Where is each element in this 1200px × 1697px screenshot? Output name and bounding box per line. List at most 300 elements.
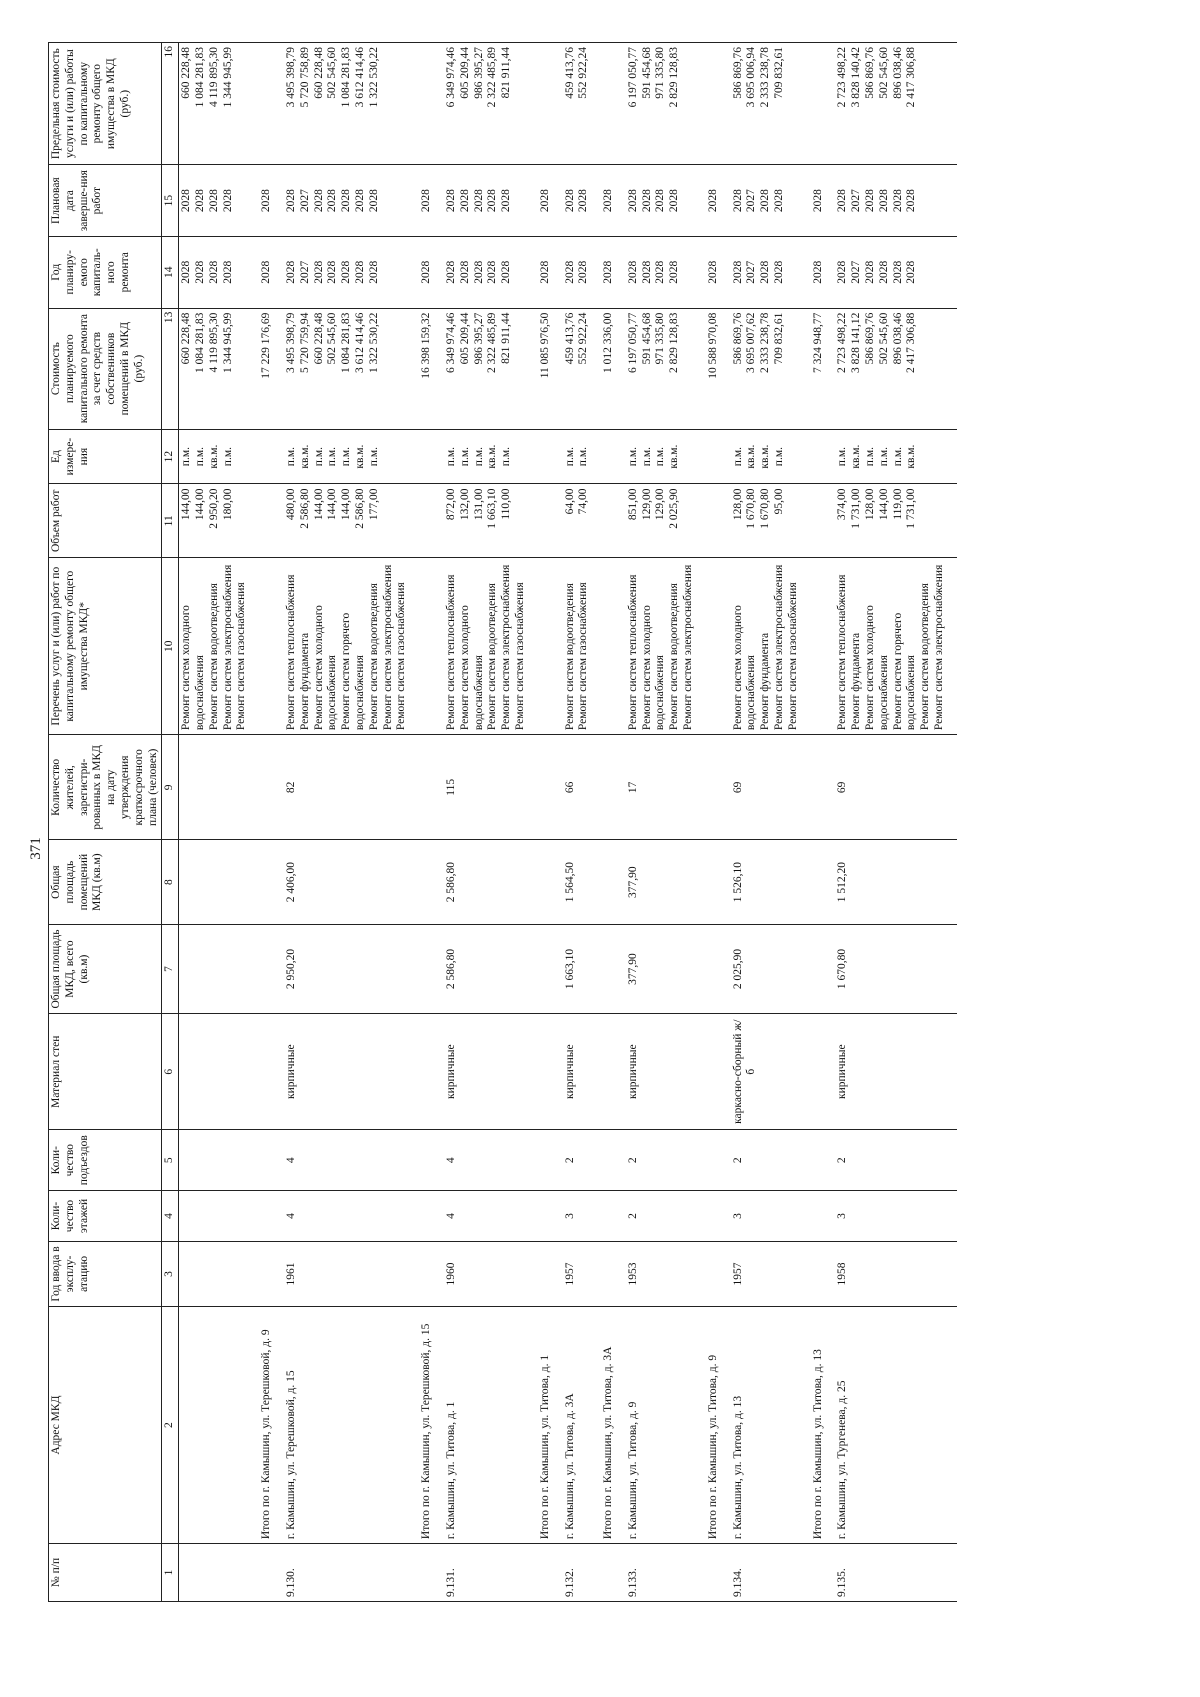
row-area-rooms: 2 406,00: [284, 840, 419, 924]
work-cost-cell: [284, 308, 419, 429]
row-floors: 4: [444, 1191, 538, 1242]
work-volume-cell: [626, 484, 706, 558]
row-entrances: 2: [835, 1130, 956, 1191]
row-number: [538, 1544, 563, 1602]
work-cost: 6 197 050,77: [626, 312, 639, 373]
row-material: [259, 1014, 284, 1130]
row-year: [538, 1241, 563, 1306]
row-residents: 115: [444, 735, 538, 840]
work-unit-cell: [731, 429, 811, 484]
work-volume: 129,00: [654, 488, 667, 521]
work-limit-cell: [835, 43, 956, 165]
col-number: 6: [162, 1014, 179, 1130]
row-floors: 3: [835, 1191, 956, 1242]
row-material: кирпичные: [444, 1014, 538, 1130]
table-row: [419, 43, 444, 1602]
row-floors: 3: [563, 1191, 602, 1242]
work-limit: 2 417 306,88: [905, 47, 918, 108]
work-year: 2028: [668, 260, 681, 284]
work-name: Ремонт систем горячего водоснабжения: [891, 612, 918, 731]
row-area-total: 2 950,20: [284, 924, 419, 1014]
work-cost-cell: [179, 308, 259, 429]
header-works: Перечень услуг и (или) работ по капитальному ремонту общего имущества МКД*: [49, 558, 162, 735]
work-name-cell: [563, 558, 602, 735]
row-address: г. Камышин, ул. Титова, д. 13: [731, 1307, 811, 1544]
work-end-date: 2028: [420, 189, 433, 213]
row-year: 1957: [563, 1241, 602, 1306]
work-limit: 6 349 974,46: [444, 47, 457, 108]
work-limit: 660 228,48: [180, 47, 193, 99]
row-residents: 69: [731, 735, 811, 840]
table-row: [538, 43, 563, 1602]
work-end-date: 2028: [577, 189, 590, 213]
work-volume: 1 731,00: [850, 488, 863, 529]
table-row: [444, 43, 538, 1602]
row-area-rooms: 2 586,80: [444, 840, 538, 924]
header-volume: Объем работ: [49, 484, 162, 558]
work-limit: 6 197 050,77: [626, 47, 639, 108]
row-area-rooms: [601, 840, 626, 924]
work-year: 2028: [877, 260, 890, 284]
row-material: [538, 1014, 563, 1130]
work-cost: 2 829 128,83: [668, 312, 681, 373]
work-cost-cell: [731, 308, 811, 429]
row-year: [419, 1241, 444, 1306]
column-number-row: [162, 43, 179, 1602]
work-name: Ремонт систем горячего водоснабжения: [340, 612, 366, 731]
work-cost: 5 720 759,94: [298, 312, 311, 373]
work-name: Ремонт систем теплоснабжения: [284, 574, 297, 731]
work-volume: 64,00: [563, 488, 576, 515]
work-year: 2028: [353, 260, 366, 284]
work-name-cell: [601, 558, 626, 735]
table-row: [259, 43, 284, 1602]
work-name: Ремонт систем газоснабжения: [577, 582, 590, 731]
work-limit-cell: [601, 43, 626, 165]
work-unit: п.м.: [891, 447, 904, 467]
work-cost-cell: [444, 308, 538, 429]
work-name-cell: [731, 558, 811, 735]
work-unit: п.м.: [444, 447, 457, 467]
row-entrances: [706, 1130, 731, 1191]
work-name-cell: [259, 558, 284, 735]
work-end-date-cell: [419, 165, 444, 237]
header-year: Год ввода в эксплу-атацию: [49, 1241, 162, 1306]
work-volume: 2 586,80: [298, 488, 311, 529]
row-area-rooms: [538, 840, 563, 924]
col-number: 1: [162, 1544, 179, 1602]
work-name: Ремонт систем электроснабжения: [773, 564, 786, 731]
row-year: 1953: [626, 1241, 706, 1306]
work-limit: 1 344 945,99: [221, 47, 234, 108]
row-area-rooms: [259, 840, 284, 924]
work-unit-cell: [419, 429, 444, 484]
work-end-date-cell: [284, 165, 419, 237]
row-address: г. Камышин, ул. Терешковой, д. 15: [284, 1307, 419, 1544]
work-year-cell: [811, 236, 836, 308]
work-name-cell: [706, 558, 731, 735]
table-row: [284, 43, 419, 1602]
row-area-total: 1 670,80: [835, 924, 956, 1014]
col-number: 10: [162, 558, 179, 735]
work-unit: кв.м.: [668, 444, 681, 469]
work-year: 2028: [458, 260, 471, 284]
work-unit-cell: [601, 429, 626, 484]
row-floors: [811, 1191, 836, 1242]
work-volume: 95,00: [773, 488, 786, 515]
work-limit-cell: [626, 43, 706, 165]
work-year: 2028: [444, 260, 457, 284]
work-unit-cell: [835, 429, 956, 484]
row-year: 1957: [731, 1241, 811, 1306]
work-volume: 1 670,80: [759, 488, 772, 529]
row-number: [259, 1544, 284, 1602]
work-cost: 10 588 970,08: [706, 312, 719, 379]
row-number: [419, 1544, 444, 1602]
work-volume-cell: [419, 484, 444, 558]
work-year: 2028: [420, 260, 433, 284]
work-unit: п.м.: [340, 447, 353, 467]
work-cost: 2 333 238,78: [759, 312, 772, 373]
table-header: [49, 43, 179, 1602]
work-name-cell: [538, 558, 563, 735]
work-name: Ремонт систем холодного водоснабжения: [731, 605, 758, 731]
row-address: Итого по г. Камышин, ул. Титова, д. 3А: [601, 1307, 626, 1544]
col-number: 4: [162, 1191, 179, 1242]
work-end-date-cell: [706, 165, 731, 237]
row-residents: [179, 735, 259, 840]
work-cost: 2 417 306,88: [905, 312, 918, 373]
work-volume-cell: [601, 484, 626, 558]
work-volume: 872,00: [444, 488, 457, 521]
work-volume: 851,00: [626, 488, 639, 521]
row-floors: 4: [284, 1191, 419, 1242]
work-year: 2028: [340, 260, 353, 284]
row-floors: [706, 1191, 731, 1242]
work-cost-cell: [419, 308, 444, 429]
work-cost: 3 612 414,46: [353, 312, 366, 373]
row-entrances: 2: [626, 1130, 706, 1191]
work-end-date: 2028: [668, 189, 681, 213]
work-name: Ремонт систем теплоснабжения: [836, 574, 849, 731]
header-floors: Коли-чество этажей: [49, 1191, 162, 1242]
work-cost: 1 084 281,83: [193, 312, 206, 373]
work-name: Ремонт фундамента: [850, 632, 863, 731]
work-year: 2028: [640, 260, 653, 284]
row-area-rooms: 377,90: [626, 840, 706, 924]
row-material: кирпичные: [563, 1014, 602, 1130]
col-number: 12: [162, 429, 179, 484]
row-area-rooms: [706, 840, 731, 924]
work-cost: 591 454,68: [640, 312, 653, 365]
row-area-rooms: 1 526,10: [731, 840, 811, 924]
work-unit: кв.м.: [850, 444, 863, 469]
row-area-total: [419, 924, 444, 1014]
table-row: [626, 43, 706, 1602]
row-number: [811, 1544, 836, 1602]
work-unit: п.м.: [193, 447, 206, 467]
work-unit-cell: [444, 429, 538, 484]
work-limit: 502 545,60: [877, 47, 890, 99]
row-entrances: 2: [563, 1130, 602, 1191]
work-limit: 552 922,24: [577, 47, 590, 99]
work-year-cell: [444, 236, 538, 308]
row-material: кирпичные: [835, 1014, 956, 1130]
work-limit: 1 084 281,83: [340, 47, 353, 108]
work-cost: 586 869,76: [864, 312, 877, 365]
work-cost: 16 398 159,32: [420, 312, 433, 379]
work-year-cell: [731, 236, 811, 308]
work-limit: 2 723 498,22: [836, 47, 849, 108]
work-name: Ремонт систем электроснабжения: [500, 564, 513, 731]
row-number: 9.130.: [284, 1544, 419, 1602]
work-limit: 709 832,61: [773, 47, 786, 99]
row-area-total: [706, 924, 731, 1014]
work-name-cell: [284, 558, 419, 735]
work-year: 2028: [773, 260, 786, 284]
work-unit-cell: [706, 429, 731, 484]
work-volume: 2 025,90: [668, 488, 681, 529]
page-number: 371: [28, 837, 44, 860]
work-volume-cell: [706, 484, 731, 558]
work-end-date: 2028: [500, 189, 513, 213]
work-name: Ремонт систем водоотведения: [668, 583, 681, 731]
work-cost: 502 545,60: [877, 312, 890, 365]
work-cost-cell: [706, 308, 731, 429]
work-unit: п.м.: [367, 447, 380, 467]
work-cost: 7 324 948,77: [811, 312, 824, 373]
work-limit: 3 495 398,79: [284, 47, 297, 108]
work-volume-cell: [259, 484, 284, 558]
work-volume-cell: [835, 484, 956, 558]
work-year: 2028: [864, 260, 877, 284]
work-end-date: 2028: [602, 189, 615, 213]
work-cost: 459 413,76: [563, 312, 576, 365]
work-name-cell: [626, 558, 706, 735]
work-unit-cell: [179, 429, 259, 484]
work-cost: 4 119 895,30: [207, 312, 220, 373]
work-limit-cell: [706, 43, 731, 165]
work-volume-cell: [444, 484, 538, 558]
work-end-date: 2028: [326, 189, 339, 213]
work-unit-cell: [284, 429, 419, 484]
row-material: [601, 1014, 626, 1130]
work-end-date-cell: [811, 165, 836, 237]
work-limit: 986 395,27: [472, 47, 485, 99]
col-number: 14: [162, 236, 179, 308]
work-year: 2028: [759, 260, 772, 284]
row-residents: [706, 735, 731, 840]
row-area-total: 377,90: [626, 924, 706, 1014]
work-end-date: 2028: [458, 189, 471, 213]
work-name-cell: [419, 558, 444, 735]
work-limit-cell: [259, 43, 284, 165]
work-end-date: 2028: [640, 189, 653, 213]
row-material: [419, 1014, 444, 1130]
row-entrances: 2: [731, 1130, 811, 1191]
work-end-date: 2028: [654, 189, 667, 213]
header-repair-year: Год планиру-емого капиталь-ного ремонта: [49, 236, 162, 308]
work-end-date-cell: [563, 165, 602, 237]
row-address: г. Камышин, ул. Титова, д. 3А: [563, 1307, 602, 1544]
work-cost: 502 545,60: [326, 312, 339, 365]
work-year: 2028: [577, 260, 590, 284]
work-volume: 2 950,20: [207, 488, 220, 529]
row-year: [179, 1241, 259, 1306]
row-area-total: [811, 924, 836, 1014]
work-unit-cell: [259, 429, 284, 484]
work-unit: п.м.: [836, 447, 849, 467]
work-unit: кв.м.: [298, 444, 311, 469]
work-name: Ремонт систем газоснабжения: [513, 582, 526, 731]
work-name: Ремонт систем водоотведения: [207, 583, 220, 731]
work-limit: 459 413,76: [563, 47, 576, 99]
work-name: Ремонт систем электроснабжения: [381, 564, 394, 731]
work-unit: п.м.: [472, 447, 485, 467]
work-year: 2028: [207, 260, 220, 284]
row-residents: [259, 735, 284, 840]
work-limit: 971 335,80: [654, 47, 667, 99]
work-volume: 132,00: [458, 488, 471, 521]
work-volume: 1 663,10: [486, 488, 499, 529]
table-row: [706, 43, 731, 1602]
work-end-date: 2027: [298, 189, 311, 213]
work-volume: 180,00: [221, 488, 234, 521]
work-year-cell: [419, 236, 444, 308]
work-end-date-cell: [444, 165, 538, 237]
work-unit: кв.м.: [759, 444, 772, 469]
work-volume: 1 670,80: [745, 488, 758, 529]
row-floors: 2: [626, 1191, 706, 1242]
work-end-date: 2027: [745, 189, 758, 213]
work-end-date-cell: [626, 165, 706, 237]
work-year: 2028: [486, 260, 499, 284]
work-volume: 177,00: [367, 488, 380, 521]
row-material: кирпичные: [626, 1014, 706, 1130]
work-cost: 1 322 530,22: [367, 312, 380, 373]
work-end-date: 2028: [864, 189, 877, 213]
row-floors: [179, 1191, 259, 1242]
row-area-rooms: 1 564,50: [563, 840, 602, 924]
work-volume-cell: [811, 484, 836, 558]
row-material: кирпичные: [284, 1014, 419, 1130]
work-cost-cell: [626, 308, 706, 429]
row-year: 1960: [444, 1241, 538, 1306]
work-year-cell: [835, 236, 956, 308]
col-number: 8: [162, 840, 179, 924]
work-limit: 591 454,68: [640, 47, 653, 99]
work-volume: 2 586,80: [353, 488, 366, 529]
work-limit: 5 720 758,89: [298, 47, 311, 108]
work-volume: 144,00: [326, 488, 339, 521]
work-year: 2028: [180, 260, 193, 284]
work-limit: 2 322 485,89: [486, 47, 499, 108]
table-row: [731, 43, 811, 1602]
row-address: Итого по г. Камышин, ул. Титова, д. 9: [706, 1307, 731, 1544]
work-cost: 971 335,80: [654, 312, 667, 365]
row-year: [601, 1241, 626, 1306]
work-limit: 586 869,76: [731, 47, 744, 99]
work-cost: 17 229 176,69: [260, 312, 273, 379]
col-number: 11: [162, 484, 179, 558]
work-unit: п.м.: [626, 447, 639, 467]
work-end-date-cell: [259, 165, 284, 237]
work-year-cell: [626, 236, 706, 308]
work-year-cell: [706, 236, 731, 308]
row-number: [706, 1544, 731, 1602]
work-unit-cell: [626, 429, 706, 484]
table-row: [563, 43, 602, 1602]
work-cost: 586 869,76: [731, 312, 744, 365]
work-year: 2028: [193, 260, 206, 284]
work-limit-cell: [811, 43, 836, 165]
col-number: 9: [162, 735, 179, 840]
work-end-date: 2028: [706, 189, 719, 213]
work-year: 2028: [654, 260, 667, 284]
row-floors: [601, 1191, 626, 1242]
work-cost: 3 695 007,62: [745, 312, 758, 373]
work-limit-cell: [731, 43, 811, 165]
work-name: Ремонт фундамента: [298, 632, 311, 731]
row-year: 1961: [284, 1241, 419, 1306]
work-volume-cell: [284, 484, 419, 558]
row-address: Итого по г. Камышин, ул. Титова, д. 1: [538, 1307, 563, 1544]
header-area-total: Общая площадь МКД, всего (кв.м): [49, 924, 162, 1014]
row-floors: 3: [731, 1191, 811, 1242]
work-end-date: 2028: [180, 189, 193, 213]
work-limit: 1 322 530,22: [367, 47, 380, 108]
row-area-total: 2 586,80: [444, 924, 538, 1014]
work-year: 2028: [221, 260, 234, 284]
col-number: 15: [162, 165, 179, 237]
work-unit: кв.м.: [486, 444, 499, 469]
work-unit: кв.м.: [207, 444, 220, 469]
work-year-cell: [563, 236, 602, 308]
work-cost: 3 828 141,12: [850, 312, 863, 373]
work-name: Ремонт систем холодного водоснабжения: [640, 605, 667, 731]
work-cost: 605 209,44: [458, 312, 471, 365]
work-cost: 660 228,48: [312, 312, 325, 365]
work-name-cell: [835, 558, 956, 735]
work-cost: 6 349 974,46: [444, 312, 457, 373]
row-material: каркасно-сборный ж/б: [731, 1014, 811, 1130]
header-unit: Ед измере-ния: [49, 429, 162, 484]
work-unit: п.м.: [731, 447, 744, 467]
work-limit-cell: [444, 43, 538, 165]
work-cost: 821 911,44: [500, 312, 513, 364]
work-end-date-cell: [601, 165, 626, 237]
work-volume: 110,00: [500, 488, 513, 520]
row-address: [179, 1307, 259, 1544]
work-unit: п.м.: [326, 447, 339, 467]
work-name: Ремонт фундамента: [759, 632, 772, 731]
work-limit: 3 612 414,46: [353, 47, 366, 108]
work-volume: 119,00: [891, 488, 904, 520]
work-year: 2028: [602, 260, 615, 284]
work-unit: п.м.: [458, 447, 471, 467]
work-name-cell: [811, 558, 836, 735]
row-residents: 17: [626, 735, 706, 840]
work-year: 2028: [905, 260, 918, 284]
work-year: 2028: [626, 260, 639, 284]
work-year: 2028: [367, 260, 380, 284]
row-material: [811, 1014, 836, 1130]
work-limit-cell: [563, 43, 602, 165]
work-cost: 896 038,46: [891, 312, 904, 365]
row-material: [179, 1014, 259, 1130]
work-end-date: 2028: [811, 189, 824, 213]
work-end-date: 2027: [850, 189, 863, 213]
